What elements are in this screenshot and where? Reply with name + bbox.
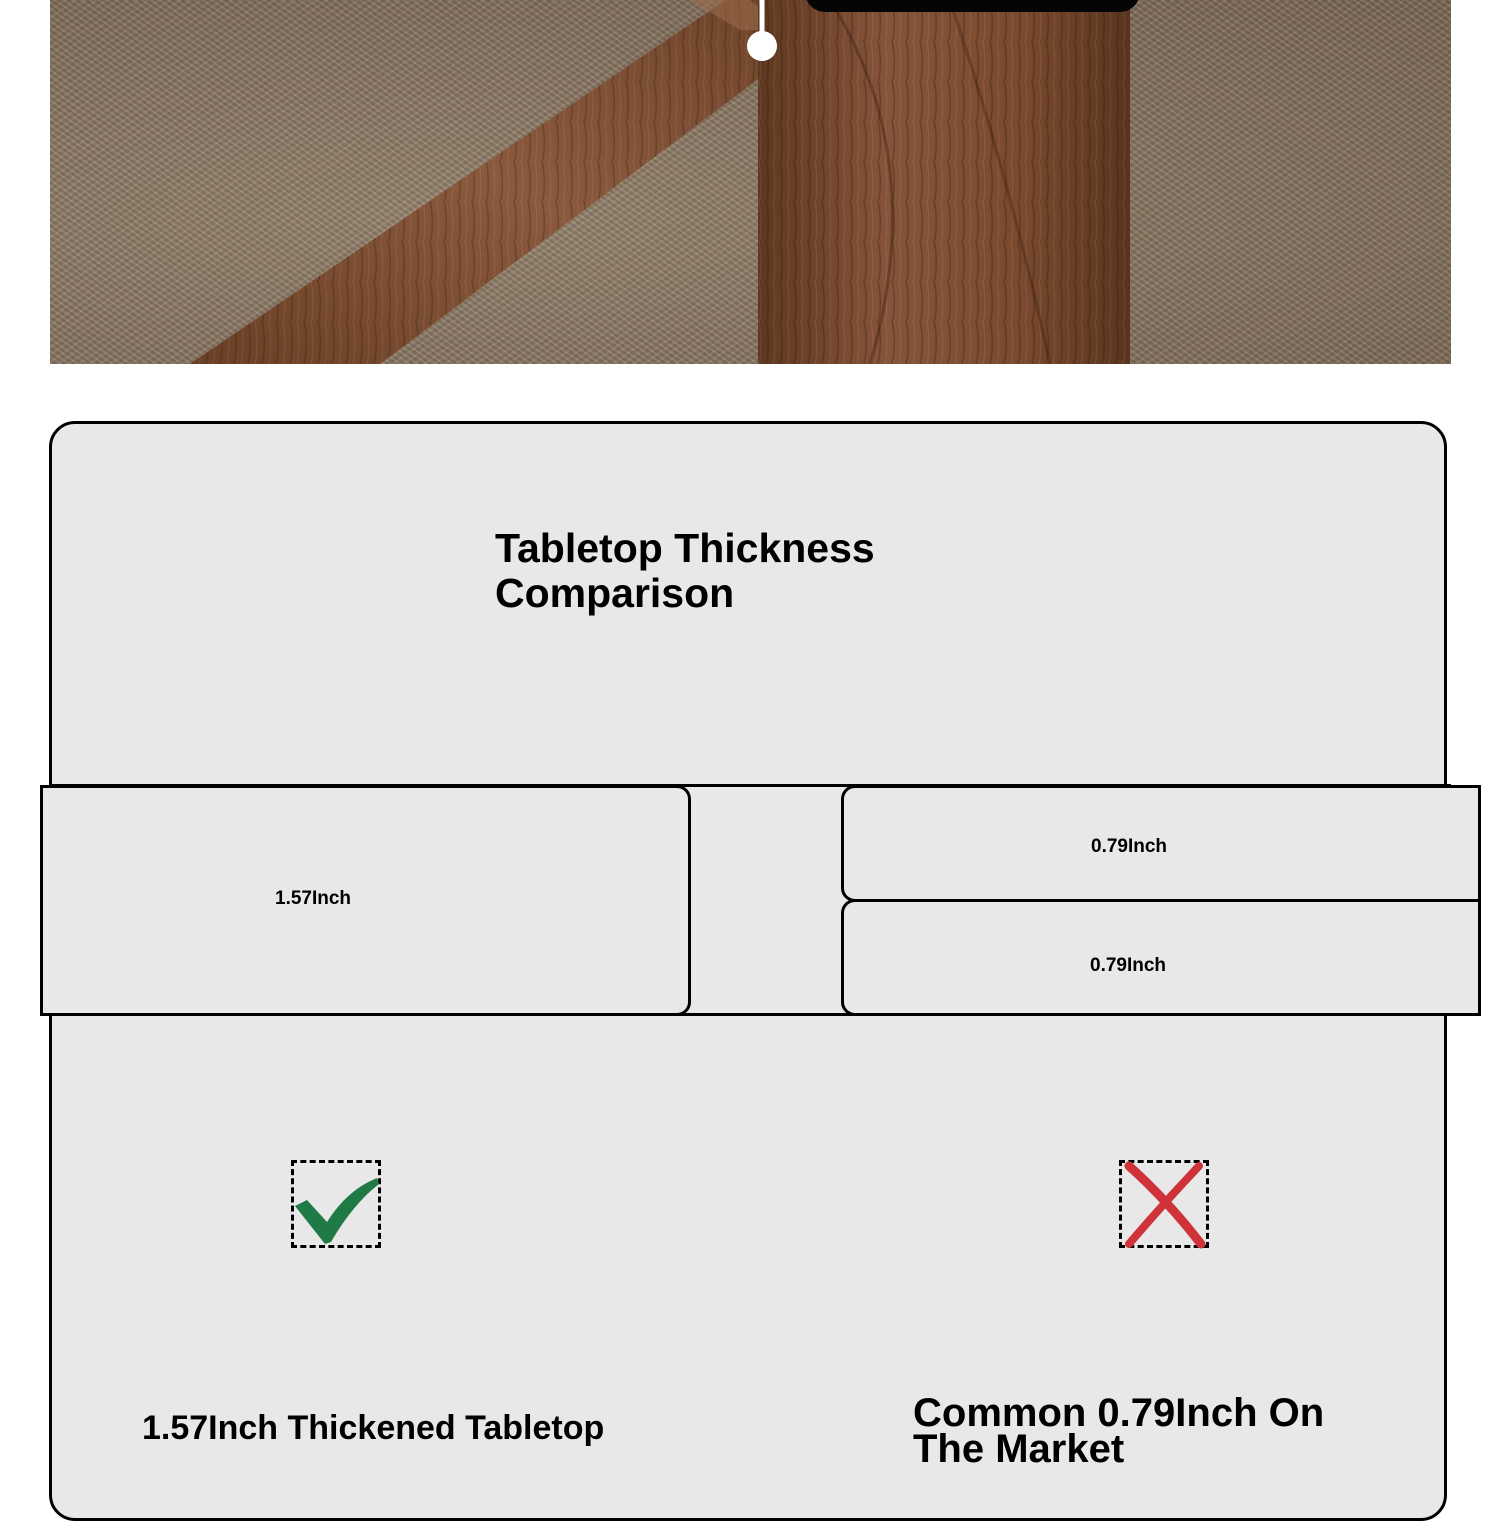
check-icon	[291, 1160, 383, 1250]
wood-leg-illustration	[50, 0, 1451, 364]
thick-tabletop-block	[40, 785, 691, 1016]
cross-icon-frame	[1119, 1160, 1209, 1248]
thick-caption: 1.57Inch Thickened Tabletop	[142, 1409, 605, 1447]
thick-measure-label: 1.57Inch	[275, 888, 352, 909]
thin-caption: Common 0.79Inch On The Market	[913, 1391, 1325, 1471]
check-icon-frame	[291, 1160, 381, 1248]
cross-icon	[1119, 1160, 1211, 1250]
product-photo	[50, 0, 1451, 364]
comparison-title: Tabletop Thickness Comparison	[495, 525, 875, 616]
thin-measure-label-top: 0.79Inch	[1091, 836, 1168, 857]
thin-measure-label-bottom: 0.79Inch	[1090, 955, 1167, 976]
